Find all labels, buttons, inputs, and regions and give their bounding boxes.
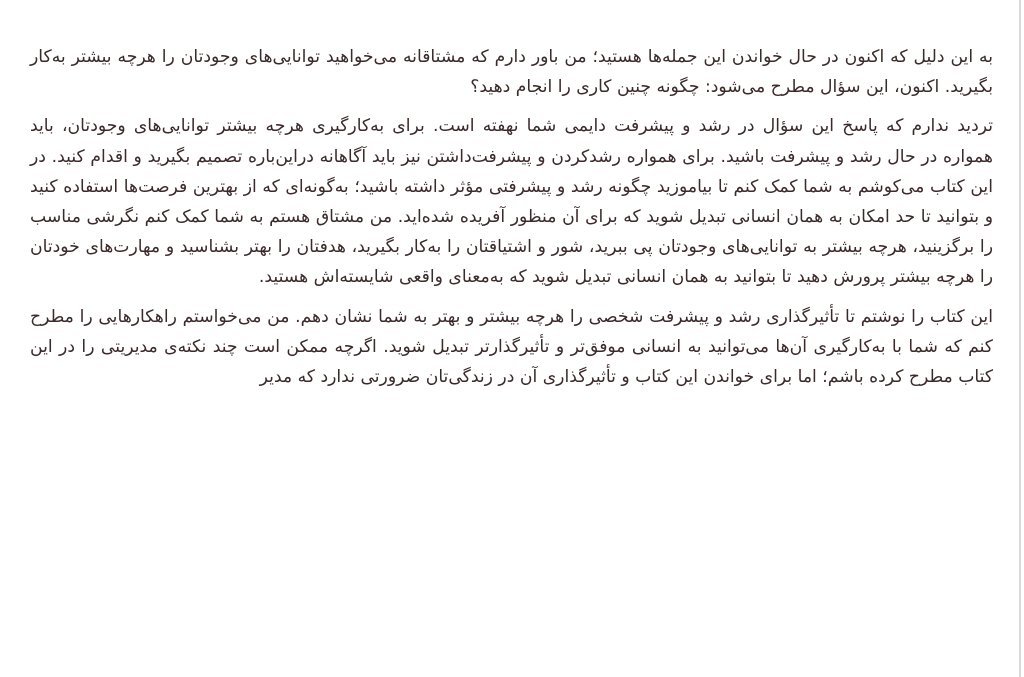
- body-text: [30, 42, 993, 401]
- paragraph-1: به این دلیل که اکنون در حال خواندن این جمله‌ها هستید؛ من باور دارم که مشتاقانه می‌خواهید توانایی‌های وجودتان را هرچه بیشتر به‌کار بگیرید. اکنون، این سؤال مطرح می‌شود: چگونه چنین کاری را انجام دهید؟: [30, 47, 993, 98]
- page-edge-line: [1019, 0, 1021, 677]
- paragraph-2: تردید ندارم که پاسخ این سؤال در رشد و پیشرفت دایمی شما نهفته است. برای به‌کارگیری هرچه بیشتر توانایی‌های وجودتان، باید همواره در حال رشد و پیشرفت باشید. برای همواره رشدکردن و پیشرفت‌داشتن نیز باید آگاهانه دراین‌باره تصمیم بگیرید و اقدام کنید. در این کتاب می‌کوشم به شما کمک کنم تا بیاموزید چگونه رشد و پیشرفتی مؤثر داشته باشید؛ به‌گونه‌ای که از بهترین فرصت‌ها استفاده کنید و بتوانید تا حد امکان به همان انسانی تبدیل شوید که برای آن منظور آفریده شده‌اید. من مشتاق هستم به شما کمک کنم نگرشی مناسب را برگزینید، هرچه بیشتر به توانایی‌های وجودتان پی ببرید، شور و اشتیاقتان را به‌کار بگیرید، هدفتان را بهتر بشناسید و مهارت‌های خودتان را هرچه بیشتر پرورش دهید تا بتوانید به همان انسانی تبدیل شوید که به‌معنای واقعی شایسته‌اش هستید.: [30, 116, 993, 288]
- paragraph-3: این کتاب را نوشتم تا تأثیرگذاری رشد و پیشرفت شخصی را هرچه بیشتر و بهتر به شما نشان دهم. من می‌خواستم راهکارهایی را مطرح کنم که شما با به‌کارگیری آن‌ها می‌توانید به انسانی موفق‌تر و تأثیرگذارتر تبدیل شوید. اگرچه ممکن است چند نکته‌ی مدیریتی را در این کتاب مطرح کرده باشم؛ اما برای خواندن این کتاب و تأثیرگذاری آن در زندگی‌تان ضرورتی ندارد که مدیر: [30, 306, 993, 388]
